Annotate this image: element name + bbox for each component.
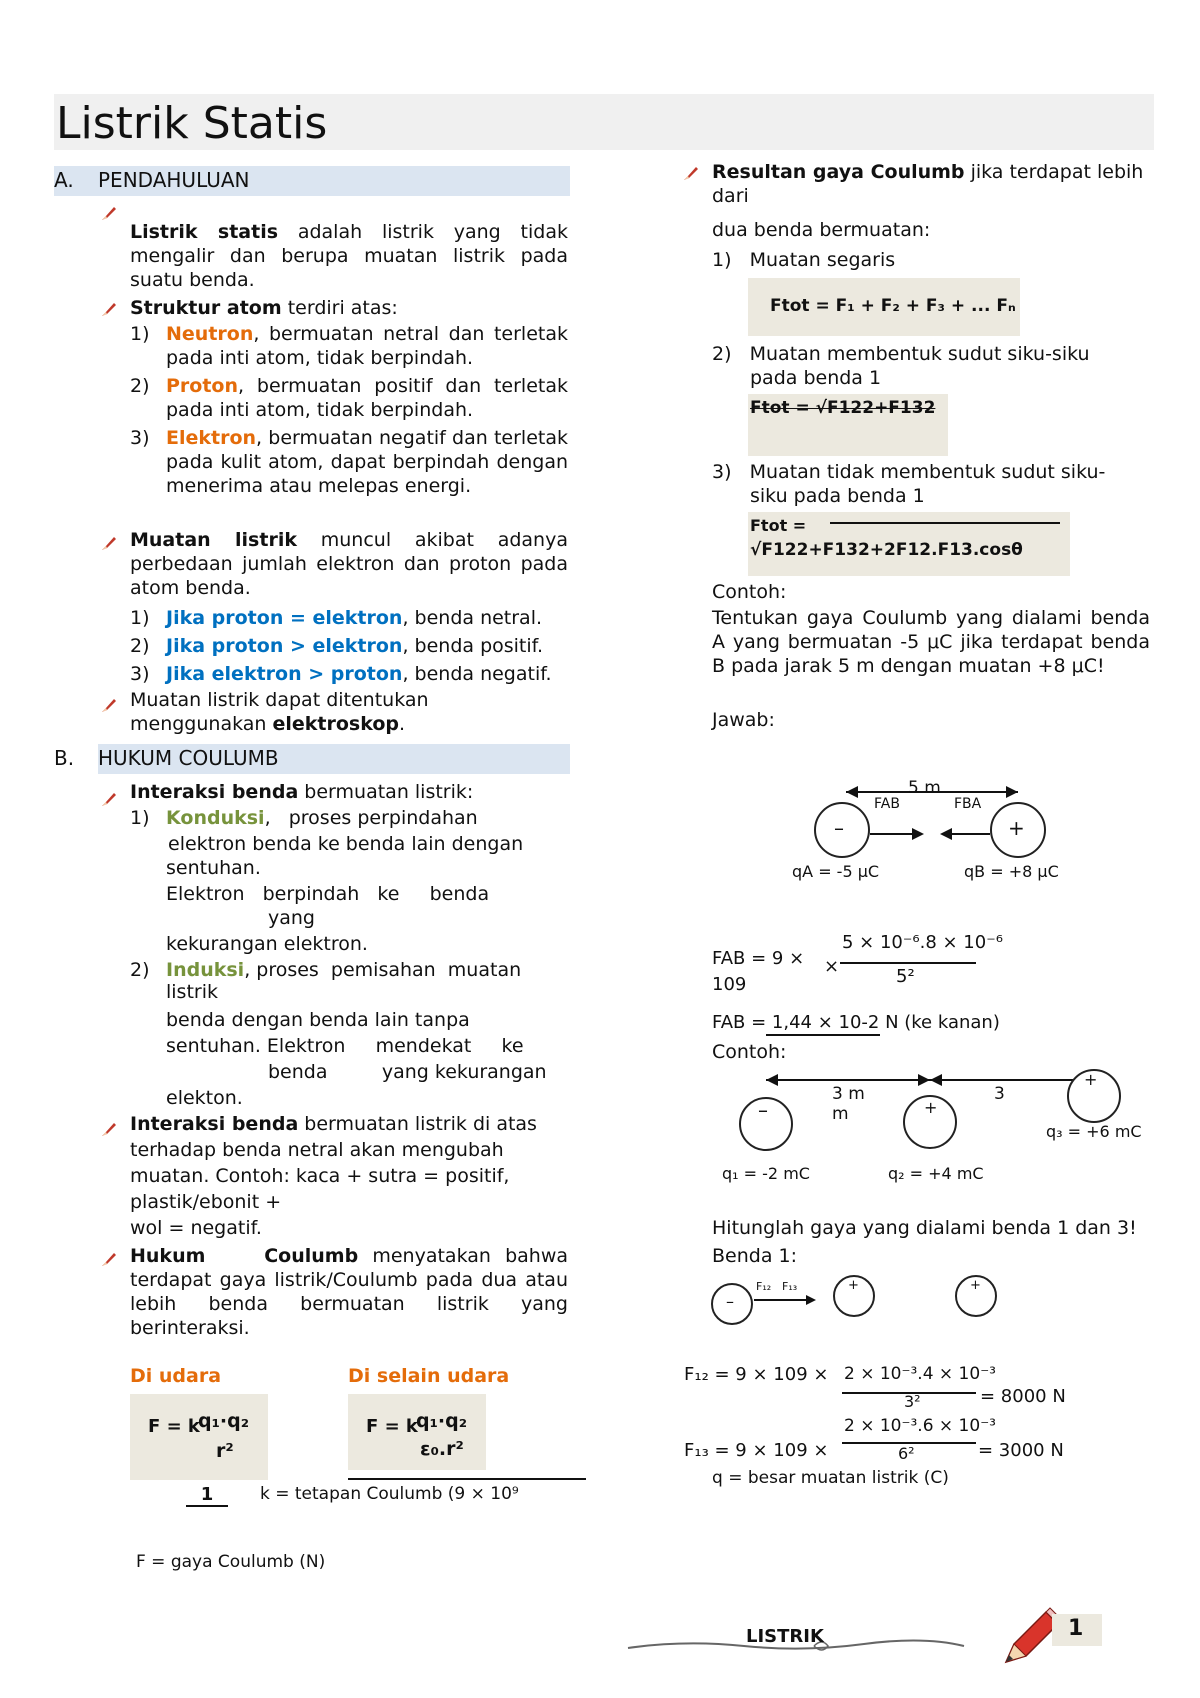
d3-f13-label: F₁₃ — [782, 1280, 798, 1293]
netral-line5: wol = negatif. — [130, 1217, 262, 1239]
ftot3-formula: √F122+F132+2F12.F13.cosθ — [750, 540, 1023, 560]
diagram-three-charges — [734, 1066, 1124, 1176]
case-segaris: 1) Muatan segaris — [712, 249, 896, 271]
resultan-line2: dari — [712, 185, 749, 207]
d3-f12-label: F₁₂ — [756, 1280, 772, 1293]
neutron-text: , bermuatan netral dan terletak pada inti atom, tidak berpindah. — [166, 323, 568, 369]
case-tidak-siku: 3) Muatan tidak membentuk sudut siku- — [712, 461, 1106, 483]
muatan-listrik — [130, 528, 568, 600]
resultan-line3: dua benda bermuatan: — [712, 219, 931, 241]
arrow-head — [766, 1074, 778, 1086]
netral-line1 — [130, 1112, 537, 1136]
ftot2-formula: Ftot = √F122+F132 — [750, 398, 936, 418]
d2-minus-sign: – — [758, 1098, 768, 1122]
induksi-line3: benda dengan benda lain tanpa — [166, 1009, 470, 1031]
induksi-line4: sentuhan. Elektron mendekat ke — [166, 1035, 524, 1057]
interaksi-heading — [130, 780, 473, 804]
term-konduksi: Konduksi — [166, 807, 265, 829]
divider-line — [348, 1478, 586, 1480]
pen-bullet-icon — [100, 300, 118, 318]
case-term: Jika proton > elektron — [166, 635, 403, 657]
soal-1: Tentukan gaya Coulumb yang dialami benda A yang bermuatan -5 μC jika terdapat benda B pada jarak 5 m dengan muatan +8 μC! — [712, 607, 1150, 677]
term-muatan-listrik: Muatan listrik — [130, 529, 297, 551]
calc1-fraction-line — [840, 962, 976, 964]
section-b-letter: B. — [54, 746, 75, 770]
interaksi-text: bermuatan listrik: — [298, 781, 474, 803]
case-num: 3) — [130, 663, 150, 685]
induksi-line5: benda yang kekurangan — [268, 1061, 547, 1083]
konduksi-line1 — [166, 806, 478, 830]
induksi-line6: elekton. — [166, 1087, 243, 1109]
pen-bullet-icon — [100, 696, 118, 714]
calc12-numerator: 2 × 10⁻³.4 × 10⁻³ — [844, 1364, 996, 1384]
item-num: 2) — [130, 375, 150, 397]
term-struktur-atom: Struktur atom — [130, 297, 282, 319]
case-netral — [166, 606, 542, 630]
case-siku: 2) Muatan membentuk sudut siku-siku — [712, 343, 1090, 365]
pen-bullet-icon — [100, 534, 118, 552]
d1-qb-label: qB = +8 μC — [964, 862, 1059, 881]
term-proton: Proton — [166, 375, 239, 397]
item-num: 1) — [130, 323, 150, 345]
calc1-lhs: FAB = 9 × — [712, 948, 805, 969]
calc1-numerator: 5 × 10⁻⁶.8 × 10⁻⁶ — [842, 932, 1003, 953]
def-text: adalah listrik yang tidak mengalir dan berupa muatan listrik pada suatu benda. — [130, 221, 568, 291]
elektroskop-pre: Muatan listrik dapat ditentukan menggunakan — [130, 689, 429, 735]
jawab-label: Jawab: — [712, 709, 775, 731]
calc12-denominator: 3² — [904, 1392, 921, 1411]
d2-q3-label: q₃ = +6 mC — [1046, 1122, 1142, 1141]
formula-box-udara — [130, 1394, 268, 1480]
calc1-result-underline — [766, 1034, 880, 1036]
konduksi-line2: elektron benda ke benda lain dengan — [168, 833, 524, 855]
case-term: Jika elektron > proton — [166, 663, 403, 685]
footer-swoosh-decoration — [624, 1600, 1044, 1660]
konduksi-text: , proses perpindahan — [264, 807, 478, 829]
term-elektron: Elektron — [166, 427, 257, 449]
listrik-statis-def — [130, 220, 568, 292]
arrow-head — [918, 1074, 930, 1086]
pen-bullet-icon — [100, 1120, 118, 1138]
force-head — [806, 1295, 816, 1305]
benda-1-label: Benda 1: — [712, 1245, 797, 1267]
k-fraction-one: 1 — [186, 1484, 228, 1507]
term-listrik-statis: Listrik statis — [130, 221, 279, 243]
case-tidak-siku-2: siku pada benda 1 — [750, 485, 925, 507]
case-text: , benda negatif. — [402, 663, 552, 685]
contoh-1-label: Contoh: — [712, 581, 787, 603]
induksi-num: 2) — [130, 959, 150, 981]
d1-fab-label: FAB — [874, 796, 900, 812]
case-text: , benda positif. — [402, 635, 544, 657]
induksi-line1 — [166, 958, 521, 982]
induksi-text: , proses pemisahan muatan — [244, 959, 522, 981]
induksi-line2: listrik — [166, 981, 218, 1003]
struktur-text: terdiri atas: — [281, 297, 398, 319]
case-positif — [166, 634, 543, 658]
konduksi-line4b: yang — [268, 907, 315, 929]
force-ba-head — [940, 828, 952, 840]
muatan-text: muncul akibat adanya perbedaan jumlah elektron dan proton pada atom benda. — [130, 529, 568, 599]
formula-box-ftot2 — [748, 394, 948, 456]
ftot1-formula: Ftot = F₁ + F₂ + F₃ + ... Fₙ — [770, 296, 1016, 316]
elektron-text: , bermuatan negatif dan terletak pada kulit atom, dapat berpindah dengan menerima atau melepas energi. — [166, 427, 568, 497]
pen-bullet-icon — [100, 204, 118, 222]
formula-f-left: F = k — [148, 1416, 200, 1437]
case-term: Jika proton = elektron — [166, 607, 403, 629]
hukum-text: menyatakan bahwa terdapat gaya listrik/Coulumb pada dua atau lebih benda bermuatan listrik yang berinteraksi. — [130, 1245, 568, 1339]
item-elektron — [166, 426, 568, 498]
elektroskop-post: . — [399, 713, 406, 735]
term-interaksi: Interaksi benda — [130, 781, 299, 803]
case-siku-2: pada benda 1 — [750, 367, 882, 389]
calc13-result: = 3000 N — [978, 1440, 1064, 1461]
calc13-denominator: 6² — [898, 1444, 915, 1463]
d2-plus-sign-3: + — [1084, 1070, 1098, 1089]
calc1-denominator: 5² — [896, 966, 915, 987]
konduksi-line5: kekurangan elektron. — [166, 933, 368, 955]
d1-fba-label: FBA — [954, 796, 982, 812]
d2-distance-1b: m — [832, 1104, 849, 1124]
d2-distance-1: 3 m — [832, 1084, 865, 1104]
pen-bullet-icon — [100, 790, 118, 808]
term-neutron: Neutron — [166, 323, 254, 345]
d2-q1-label: q₁ = -2 mC — [722, 1164, 810, 1183]
pen-bullet-icon — [682, 164, 700, 182]
formula-denominator: ε₀.r² — [420, 1438, 464, 1460]
netral-text: bermuatan listrik di atas — [298, 1113, 537, 1135]
d1-plus-sign: + — [1008, 816, 1025, 840]
arrow-head-left — [846, 786, 858, 798]
item-proton — [166, 374, 568, 422]
arrow-head-right — [1006, 786, 1018, 798]
term-elektroskop: elektroskop — [272, 713, 399, 735]
d3-plus-sign: + — [848, 1278, 859, 1293]
d2-distance-2: 3 — [994, 1084, 1005, 1104]
struktur-atom — [130, 296, 398, 320]
formula-numerator: q₁·q₂ — [416, 1410, 468, 1432]
q-definition: q = besar muatan listrik (C) — [712, 1468, 949, 1488]
netral-line4: plastik/ebonit + — [130, 1191, 282, 1213]
konduksi-line4: Elektron berpindah ke benda — [166, 883, 490, 905]
d2-plus-sign: + — [924, 1098, 938, 1117]
calc1-result: FAB = 1,44 × 10-2 N (ke kanan) — [712, 1012, 1000, 1033]
label-di-selain-udara: Di selain udara — [348, 1365, 510, 1387]
arrow-head — [930, 1074, 942, 1086]
calc12-result: = 8000 N — [980, 1386, 1066, 1407]
hukum-coulumb — [130, 1244, 568, 1340]
section-a-letter: A. — [54, 168, 74, 192]
proton-text: , bermuatan positif dan terletak pada inti atom, tidak berpindah. — [166, 375, 568, 421]
footer-label: LISTRIK — [746, 1626, 824, 1647]
formula-numerator: q₁·q₂ — [198, 1410, 250, 1432]
contoh-2-label: Contoh: — [712, 1041, 787, 1063]
calc1-times: × — [824, 956, 840, 977]
calc13-numerator: 2 × 10⁻³.6 × 10⁻³ — [844, 1416, 996, 1436]
case-num: 2) — [130, 635, 150, 657]
d3-minus-sign: – — [726, 1292, 734, 1311]
section-b-title: HUKUM COULUMB — [98, 746, 279, 770]
item-num: 3) — [130, 427, 150, 449]
netral-line2: terhadap benda netral akan mengubah — [130, 1139, 504, 1161]
netral-line3: muatan. Contoh: kaca + sutra = positif, — [130, 1165, 510, 1187]
d1-qa-label: qA = -5 μC — [792, 862, 880, 881]
formula-f-left: F = k — [366, 1416, 418, 1437]
konduksi-num: 1) — [130, 807, 150, 829]
resultan-text: jika terdapat lebih — [964, 161, 1144, 183]
case-negatif — [166, 662, 552, 686]
term-hukum-coulumb: Hukum Coulumb — [130, 1245, 359, 1267]
term-resultan: Resultan gaya Coulumb — [712, 161, 965, 183]
ftot3-left: Ftot = — [750, 516, 807, 535]
formula-box-ftot1 — [748, 278, 1020, 336]
soal-2: Hitunglah gaya yang dialami benda 1 dan 3! — [712, 1217, 1137, 1239]
elektroskop-note — [130, 688, 568, 736]
item-neutron — [166, 322, 568, 370]
ftot3-line — [830, 522, 1060, 524]
formula-box-selain — [348, 1394, 486, 1470]
k-definition: k = tetapan Coulumb (9 × 10⁹ — [260, 1484, 519, 1504]
pen-bullet-icon — [100, 1250, 118, 1268]
konduksi-line3: sentuhan. — [166, 857, 261, 879]
formula-box-ftot3 — [748, 512, 1070, 576]
f-definition: F = gaya Coulumb (N) — [136, 1552, 326, 1572]
formula-denominator: r² — [216, 1440, 234, 1462]
calc13-lhs: F₁₃ = 9 × 109 × — [684, 1440, 829, 1461]
calc1-lhs2: 109 — [712, 974, 747, 995]
calc12-lhs: F₁₂ = 9 × 109 × — [684, 1364, 829, 1385]
term-interaksi-benda: Interaksi benda — [130, 1113, 299, 1135]
d1-distance-label: 5 m — [908, 778, 941, 798]
page-title: Listrik Statis — [56, 98, 328, 149]
section-a-title: PENDAHULUAN — [98, 168, 250, 192]
force-ab-head — [912, 828, 924, 840]
page-number: 1 — [1068, 1616, 1084, 1641]
d2-q2-label: q₂ = +4 mC — [888, 1164, 984, 1183]
case-num: 1) — [130, 607, 150, 629]
resultan-line1 — [712, 160, 1143, 184]
d3-plus-sign-2: + — [970, 1278, 981, 1293]
label-di-udara: Di udara — [130, 1365, 222, 1387]
term-induksi: Induksi — [166, 959, 245, 981]
case-text: , benda netral. — [402, 607, 543, 629]
d1-minus-sign: – — [834, 816, 844, 840]
